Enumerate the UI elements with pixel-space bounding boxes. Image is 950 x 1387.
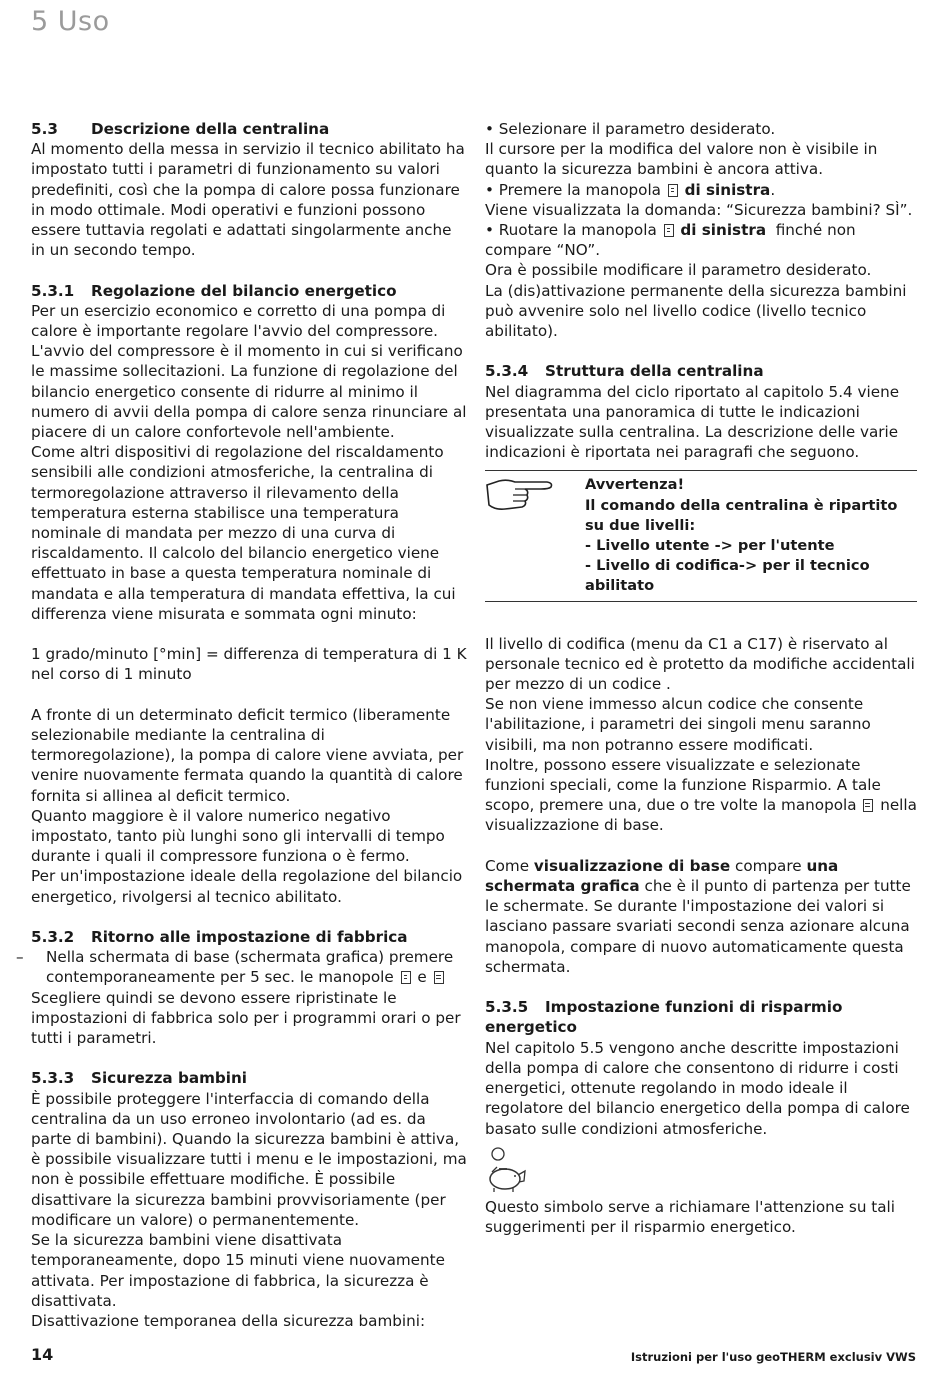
section-heading-5-3-4: 5.3.4 Struttura della centralina (485, 362, 764, 381)
left-knob-icon (401, 971, 411, 984)
left-knob-icon (664, 224, 674, 237)
paragraph: Per un esercizio economico e corretto di una pompa di calore è importante regolare l'avvio del compressore. L'avvio del compressore è il momento in cui si verificano le massime sollecitazioni. La funzione di regolazione del bilancio energetico consente di ridurre al minimo il numero di avvii della pompa di calore senza rinunciare al piacere di un calore confortevole nell'ambiente. (31, 301, 467, 442)
paragraph: Il livello di codifica (menu da C1 a C17) è riservato al personale tecnico ed è protetto da modifiche accidentali per mezzo di un codice . (485, 634, 915, 694)
paragraph: Nel capitolo 5.5 vengono anche descritte impostazioni della pompa di calore che consentono di ridurre i costi energetici, ottenute regolando in modo ideale il regolatore del bilancio energetico della pompa di calore basato sulle condizioni atmosferiche. (485, 1038, 910, 1138)
note-text: Avvertenza! Il comando della centralina è ripartito su due livelli: - Livello utente -> per l'utente - Livello di codifica-> per il tecnico abilitato (585, 476, 898, 595)
paragraph: Inoltre, possono essere visualizzate e selezionate funzioni speciali, come la funzione Risparmio. A tale scopo, premere una, due o tre volte la manopola nella visualizzazione di base. (485, 755, 917, 835)
paragraph: Scegliere quindi se devono essere ripristinate le impostazioni di fabbrica solo per i programmi orari o per tutti i parametri. (31, 988, 461, 1048)
paragraph: La (dis)attivazione permanente della sicurezza bambini può avvenire solo nel livello codice (livello tecnico abilitato). (485, 281, 907, 341)
paragraph: Se la sicurezza bambini viene disattivata temporaneamente, dopo 15 minuti viene nuovamente attivata. Per impostazione di fabbrica, la sicurezza è disattivata. (31, 1231, 445, 1310)
paragraph: A fronte di un determinato deficit termico (liberamente selezionabile mediante la centralina di termoregolazione), la pompa di calore viene avviata, per venire nuovamente fermata quando la quantità di calore fornita si allinea al deficit termico. (31, 705, 464, 805)
step: • Ruotare la manopola di sinistra finché non compare “NO”. (485, 221, 856, 260)
left-knob-icon (668, 184, 678, 197)
paragraph: Al momento della messa in servizio il tecnico abilitato ha impostato tutti i parametri di funzionamento su valori predefiniti, così che la pompa di calore possa funzionare in modo ottimale. Modi operativi e funzioni possono essere tuttavia regolati e adattati singolarmente anche in un secondo tempo. (31, 140, 465, 260)
paragraph: Come visualizzazione di base compare una schermata grafica che è il punto di partenza per tutte le schermate. Se durante l'impostazione dei valori si lasciano passare svariati secondi senza azionare alcuna manopola, compare di nuovo automaticamente questa schermata. (485, 856, 911, 976)
step: • Premere la manopola di sinistra. (485, 180, 776, 199)
step: • Selezionare il parametro desiderato. (485, 120, 776, 138)
piggy-bank-icon (485, 1145, 917, 1193)
paragraph: Questo simbolo serve a richiamare l'attenzione su tali suggerimenti per il risparmio energetico. (485, 1197, 895, 1236)
right-knob-icon (434, 971, 444, 984)
paragraph: Come altri dispositivi di regolazione del riscaldamento sensibili alle condizioni atmosferiche, la centralina di termoregolazione attraverso il rilevamento della temperatura esterna stabilisce una temperatura nominale di mandata per mezzo di una curva di riscaldamento. Il calcolo del bilancio energetico viene effettuato in base a questa temperatura nominale di mandata e alla temperatura di mandata effettiva, la cui differenza viene misurata e sommata ogni minuto: (31, 443, 456, 623)
note-box (485, 470, 917, 601)
formula: 1 grado/minuto [°min] = differenza di temperatura di 1 K nel corso di 1 minuto (31, 645, 467, 684)
pointing-hand-icon (485, 475, 585, 596)
right-column (485, 119, 917, 1237)
section-heading-5-3-5: 5.3.5 Impostazione funzioni di risparmio energetico (485, 998, 843, 1037)
list-item: – Nella schermata di base (schermata grafica) premere contemporaneamente per 5 sec. le manopole e (16, 948, 454, 987)
paragraph: Per un'impostazione ideale della regolazione del bilancio energetico, rivolgersi al tecnico abilitato. (31, 867, 463, 906)
paragraph: Il cursore per la modifica del valore non è visibile in quanto la sicurezza bambini è ancora attiva. (485, 140, 878, 179)
section-heading-5-3: 5.3 Descrizione della centralina (31, 120, 330, 138)
paragraph: Nel diagramma del ciclo riportato al capitolo 5.4 viene presentata una panoramica di tutte le indicazioni visualizzate sulla centralina. La descrizione delle varie indicazioni è riportata nei paragrafi che seguono. (485, 382, 900, 462)
page-number: 14 (31, 1345, 54, 1364)
left-column (16, 119, 467, 1331)
footer-title: Istruzioni per l'uso geoTHERM exclusiv VWS (630, 1350, 916, 1364)
paragraph: È possibile proteggere l'interfaccia di comando della centralina da un uso erroneo involontario (ad es. da parte di bambini). Quando la sicurezza bambini è attiva, è possibile visualizzare tutti i menu e le impostazioni, ma non è possibile effettuare modifiche. È possibile disattivare la sicurezza bambini provvisoriamente (per modificare un valore) o permanentemente. (31, 1089, 467, 1229)
chapter-header: 5 Uso (31, 6, 110, 37)
paragraph: Disattivazione temporanea della sicurezza bambini: (31, 1311, 426, 1330)
paragraph: Ora è possibile modificare il parametro desiderato. (485, 261, 872, 280)
section-heading-5-3-2: 5.3.2 Ritorno alle impostazione di fabbrica (31, 928, 408, 947)
section-heading-5-3-1: 5.3.1 Regolazione del bilancio energetico (31, 281, 397, 300)
paragraph: Quanto maggiore è il valore numerico negativo impostato, tanto più lunghi sono gli intervalli di tempo durante i quali il compressore funziona o è fermo. (31, 806, 445, 866)
section-heading-5-3-3: 5.3.3 Sicurezza bambini (31, 1069, 248, 1088)
paragraph: Viene visualizzata la domanda: “Sicurezza bambini? SÌ”. (485, 200, 913, 219)
paragraph: Se non viene immesso alcun codice che consente l'abilitazione, i parametri dei singoli menu saranno visibili, ma non potranno essere modificati. (485, 695, 871, 754)
right-knob-icon (863, 799, 873, 812)
